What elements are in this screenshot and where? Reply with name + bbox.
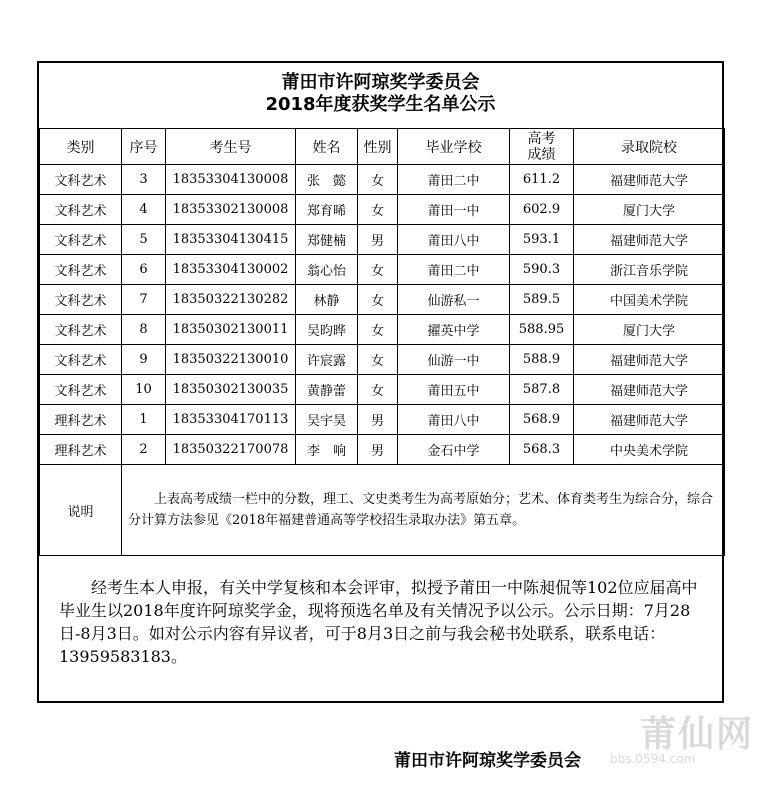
cell-exam-no: 18350322170078 (166, 435, 296, 465)
cell-name: 许宸露 (296, 345, 358, 375)
cell-category: 文科艺术 (40, 285, 122, 315)
cell-exam-no: 18353302130008 (166, 195, 296, 225)
cell-exam-no: 18350302130035 (166, 375, 296, 405)
cell-gender: 男 (358, 405, 398, 435)
cell-seq: 7 (122, 285, 166, 315)
cell-score: 611.2 (510, 165, 574, 195)
cell-name: 黄静蕾 (296, 375, 358, 405)
cell-gender: 女 (358, 255, 398, 285)
cell-gender: 女 (358, 375, 398, 405)
explain-row (40, 465, 725, 556)
cell-name: 郑健楠 (296, 225, 358, 255)
cell-school: 莆田五中 (398, 375, 510, 405)
cell-seq: 6 (122, 255, 166, 285)
cell-admitted: 中央美术学院 (574, 435, 725, 465)
title-line-2: 2018年度获奖学生名单公示 (265, 94, 496, 115)
table-row (40, 195, 725, 225)
cell-name: 郑育晞 (296, 195, 358, 225)
cell-seq: 8 (122, 315, 166, 345)
notice-text: 经考生本人申报，有关中学复核和本会评审，拟授予莆田一中陈昶侃等102位应届高中毕业生以2018年度许阿琼奖学金，现将预选名单及有关情况予以公示。公示日期：7月28日-8月3日。如对公示内容有异议者，可于8月3日之前与我会秘书处联系，联系电话：13959583183。 (59, 578, 698, 666)
cell-admitted: 浙江音乐学院 (574, 255, 725, 285)
cell-exam-no: 18350322130010 (166, 345, 296, 375)
cell-school: 莆田八中 (398, 405, 510, 435)
cell-admitted: 福建师范大学 (574, 405, 725, 435)
header-gender: 性别 (358, 129, 398, 165)
explain-label: 说明 (40, 465, 122, 556)
cell-seq: 9 (122, 345, 166, 375)
table-row (40, 345, 725, 375)
header-school: 毕业学校 (398, 129, 510, 165)
cell-seq: 2 (122, 435, 166, 465)
table-row (40, 405, 725, 435)
cell-seq: 3 (122, 165, 166, 195)
cell-school: 金石中学 (398, 435, 510, 465)
title-line-1: 莆田市许阿琼奖学委员会 (281, 72, 480, 93)
cell-name: 张 懿 (296, 165, 358, 195)
cell-score: 568.3 (510, 435, 574, 465)
table-row (40, 165, 725, 195)
cell-exam-no: 18353304130002 (166, 255, 296, 285)
cell-gender: 男 (358, 435, 398, 465)
cell-gender: 女 (358, 345, 398, 375)
cell-category: 文科艺术 (40, 345, 122, 375)
cell-exam-no: 18353304130415 (166, 225, 296, 255)
cell-seq: 1 (122, 405, 166, 435)
cell-score: 587.8 (510, 375, 574, 405)
cell-gender: 男 (358, 225, 398, 255)
table-row (40, 435, 725, 465)
cell-admitted: 福建师范大学 (574, 225, 725, 255)
cell-admitted: 福建师范大学 (574, 165, 725, 195)
cell-seq: 4 (122, 195, 166, 225)
cell-category: 文科艺术 (40, 225, 122, 255)
cell-name: 李 响 (296, 435, 358, 465)
explain-text-content: 上表高考成绩一栏中的分数，理工、文史类考生为高考原始分；艺术、体育类考生为综合分，综合分计算方法参见《2018年福建普通高等学校招生录取办法》第五章。 (128, 492, 714, 528)
cell-gender: 女 (358, 285, 398, 315)
cell-exam-no: 18350302130011 (166, 315, 296, 345)
header-admitted: 录取院校 (574, 129, 725, 165)
header-exam-no: 考生号 (166, 129, 296, 165)
header-score (510, 129, 574, 165)
cell-name: 林静 (296, 285, 358, 315)
cell-name: 吴宇昊 (296, 405, 358, 435)
cell-seq: 5 (122, 225, 166, 255)
explain-text (122, 465, 725, 556)
cell-admitted: 中国美术学院 (574, 285, 725, 315)
cell-gender: 女 (358, 195, 398, 225)
cell-school: 仙游一中 (398, 345, 510, 375)
watermark-logo (610, 706, 755, 776)
cell-category: 文科艺术 (40, 195, 122, 225)
cell-admitted: 厦门大学 (574, 195, 725, 225)
cell-admitted: 福建师范大学 (574, 345, 725, 375)
cell-score: 568.9 (510, 405, 574, 435)
cell-gender: 女 (358, 315, 398, 345)
cell-gender: 女 (358, 165, 398, 195)
header-score-text: 高考成绩 (527, 130, 556, 163)
cell-school: 擢英中学 (398, 315, 510, 345)
cell-score: 593.1 (510, 225, 574, 255)
award-table (39, 128, 725, 556)
cell-category: 文科艺术 (40, 375, 122, 405)
cell-name: 翁心怡 (296, 255, 358, 285)
cell-school: 仙游私一 (398, 285, 510, 315)
table-row (40, 255, 725, 285)
signature: 莆田市许阿琼奖学委员会 (394, 751, 581, 771)
header-name: 姓名 (296, 129, 358, 165)
cell-school: 莆田八中 (398, 225, 510, 255)
cell-score: 589.5 (510, 285, 574, 315)
cell-exam-no: 18353304170113 (166, 405, 296, 435)
cell-score: 588.95 (510, 315, 574, 345)
cell-school: 莆田二中 (398, 255, 510, 285)
cell-school: 莆田二中 (398, 165, 510, 195)
document-title (39, 63, 722, 128)
cell-exam-no: 18353304130008 (166, 165, 296, 195)
cell-category: 文科艺术 (40, 315, 122, 345)
watermark-brand: 莆仙网 (640, 714, 755, 755)
header-seq: 序号 (122, 129, 166, 165)
cell-name: 吴昀晔 (296, 315, 358, 345)
cell-category: 理科艺术 (40, 435, 122, 465)
table-row (40, 225, 725, 255)
table-row (40, 315, 725, 345)
cell-score: 602.9 (510, 195, 574, 225)
cell-admitted: 厦门大学 (574, 315, 725, 345)
cell-category: 理科艺术 (40, 405, 122, 435)
cell-category: 文科艺术 (40, 255, 122, 285)
table-row (40, 285, 725, 315)
header-category: 类别 (40, 129, 122, 165)
cell-exam-no: 18350322130282 (166, 285, 296, 315)
cell-admitted: 福建师范大学 (574, 375, 725, 405)
cell-category: 文科艺术 (40, 165, 122, 195)
notice-paragraph (39, 576, 722, 668)
table-row (40, 375, 725, 405)
watermark-url: bbs.0594.com (610, 752, 696, 766)
cell-seq: 10 (122, 375, 166, 405)
table-header-row (40, 129, 725, 165)
cell-school: 莆田一中 (398, 195, 510, 225)
document-frame (37, 61, 724, 703)
cell-score: 590.3 (510, 255, 574, 285)
cell-score: 588.9 (510, 345, 574, 375)
